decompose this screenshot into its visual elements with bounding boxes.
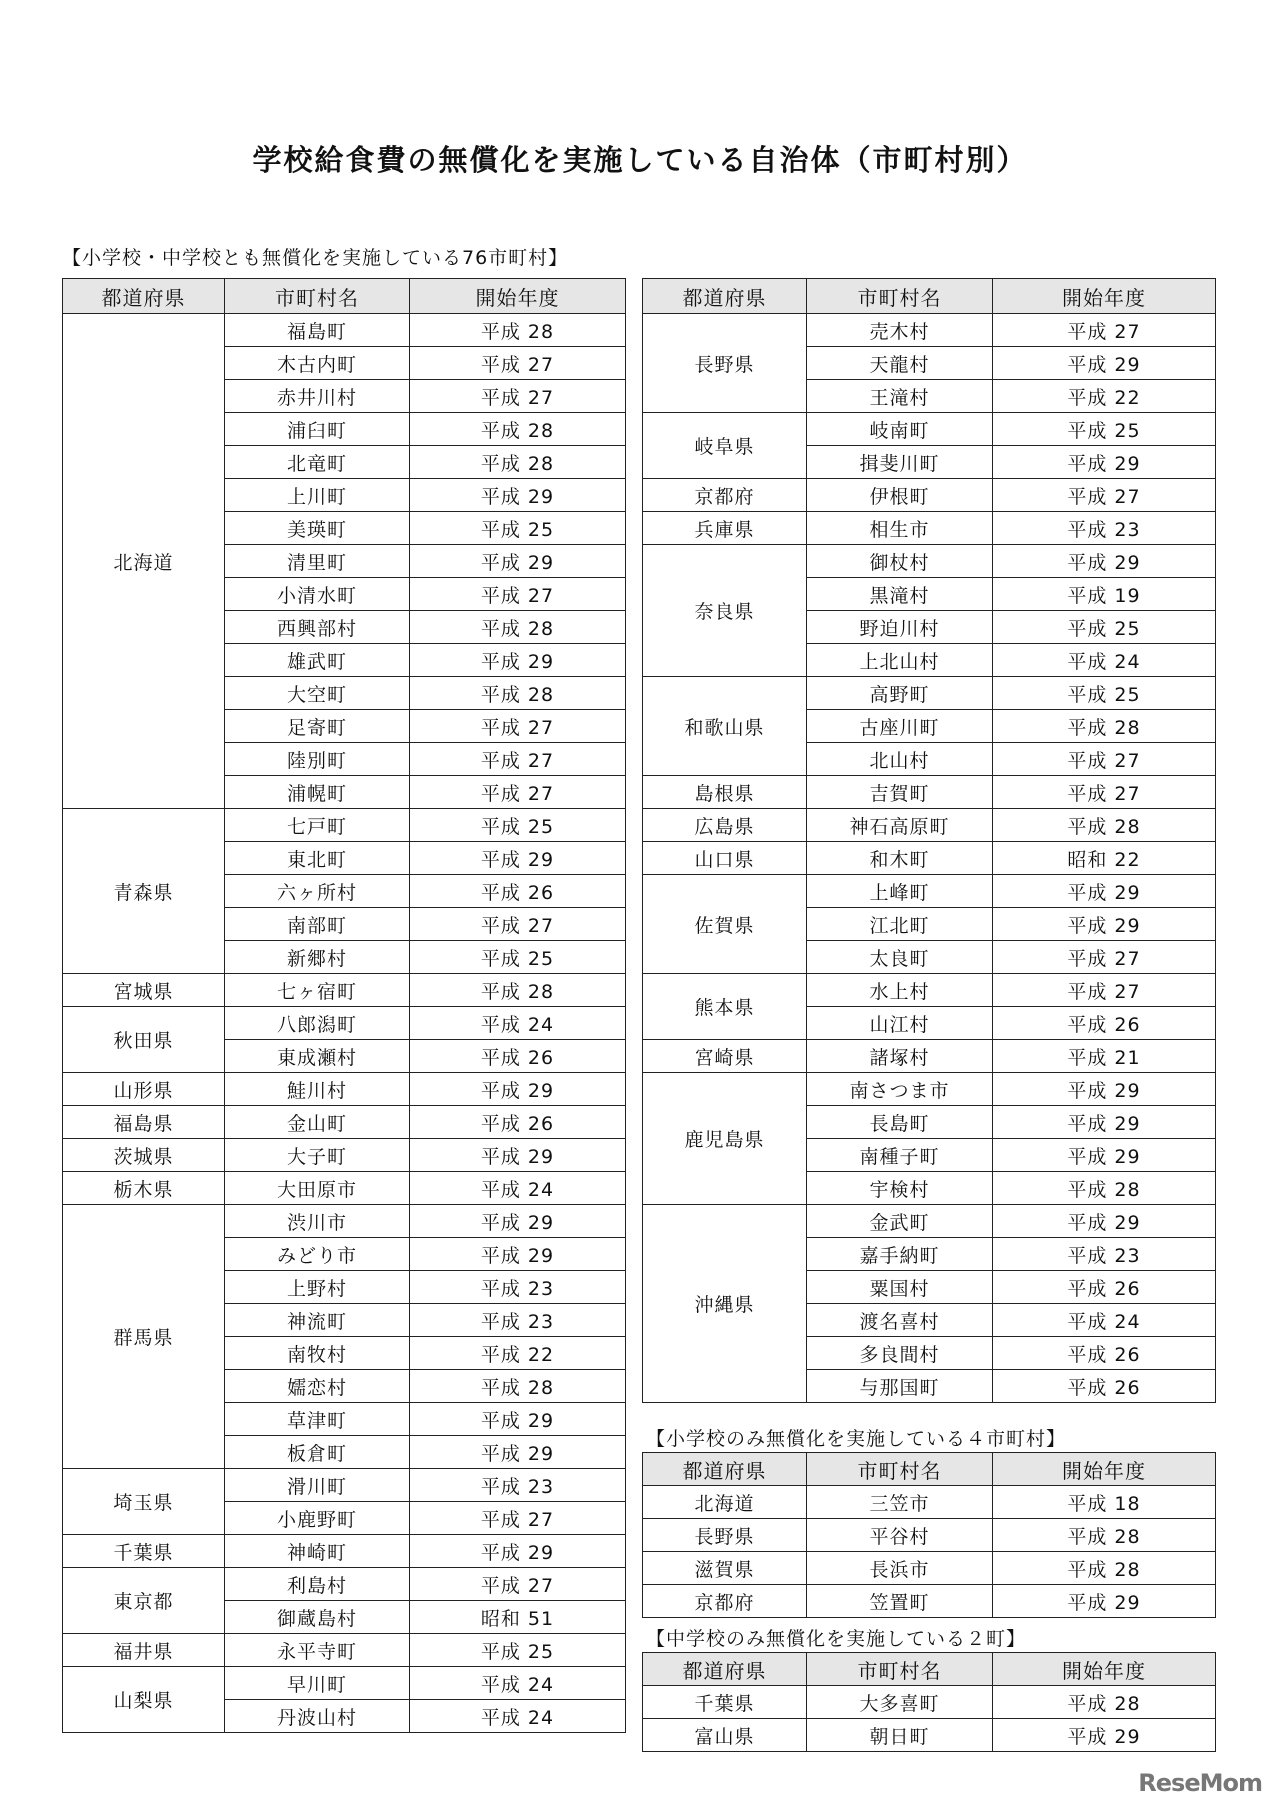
start-year-cell: 平成 28 xyxy=(410,314,626,347)
municipality-cell: 浦幌町 xyxy=(225,776,410,809)
start-year-cell: 平成 22 xyxy=(410,1337,626,1370)
table-row xyxy=(643,479,1216,512)
prefecture-cell: 京都府 xyxy=(643,1585,807,1618)
page-title: 学校給食費の無償化を実施している自治体（市町村別） xyxy=(252,143,1028,177)
prefecture-cell: 秋田県 xyxy=(63,1007,225,1073)
prefecture-cell: 山形県 xyxy=(63,1073,225,1106)
municipality-cell: 大子町 xyxy=(225,1139,410,1172)
municipality-cell: 嬬恋村 xyxy=(225,1370,410,1403)
prefecture-cell: 佐賀県 xyxy=(643,875,807,974)
municipality-cell: 朝日町 xyxy=(807,1719,993,1752)
prefecture-cell: 東京都 xyxy=(63,1568,225,1634)
start-year-cell: 平成 25 xyxy=(410,809,626,842)
start-year-cell: 平成 29 xyxy=(410,1139,626,1172)
table-header-row xyxy=(643,1453,1216,1486)
start-year-cell: 平成 27 xyxy=(410,710,626,743)
municipality-cell: 七ヶ宿町 xyxy=(225,974,410,1007)
table-row xyxy=(643,512,1216,545)
header-start-year: 開始年度 xyxy=(410,279,626,314)
table-row xyxy=(63,1106,626,1139)
start-year-cell: 平成 29 xyxy=(993,545,1216,578)
prefecture-cell: 千葉県 xyxy=(63,1535,225,1568)
prefecture-cell: 山梨県 xyxy=(63,1667,225,1733)
start-year-cell: 平成 29 xyxy=(410,479,626,512)
table-header-row xyxy=(63,279,626,314)
header-start-year: 開始年度 xyxy=(993,1453,1216,1486)
municipality-cell: 八郎潟町 xyxy=(225,1007,410,1040)
table-row xyxy=(63,314,626,347)
municipality-cell: 諸塚村 xyxy=(807,1040,993,1073)
table-row xyxy=(643,842,1216,875)
municipality-cell: 東北町 xyxy=(225,842,410,875)
municipality-cell: 清里町 xyxy=(225,545,410,578)
prefecture-cell: 兵庫県 xyxy=(643,512,807,545)
start-year-cell: 平成 29 xyxy=(410,1205,626,1238)
municipality-cell: 渋川市 xyxy=(225,1205,410,1238)
table-row xyxy=(63,1007,626,1040)
prefecture-cell: 熊本県 xyxy=(643,974,807,1040)
start-year-cell: 平成 28 xyxy=(993,1686,1216,1719)
start-year-cell: 平成 23 xyxy=(410,1469,626,1502)
resemom-watermark-logo: ReseMom xyxy=(1138,1769,1262,1797)
prefecture-cell: 青森県 xyxy=(63,809,225,974)
start-year-cell: 平成 27 xyxy=(993,743,1216,776)
municipality-cell: 滑川町 xyxy=(225,1469,410,1502)
municipality-cell: 雄武町 xyxy=(225,644,410,677)
municipality-cell: 早川町 xyxy=(225,1667,410,1700)
prefecture-cell: 群馬県 xyxy=(63,1205,225,1469)
start-year-cell: 平成 18 xyxy=(993,1486,1216,1519)
municipality-cell: 江北町 xyxy=(807,908,993,941)
table-row xyxy=(63,1139,626,1172)
municipality-cell: 上野村 xyxy=(225,1271,410,1304)
municipality-cell: 上北山村 xyxy=(807,644,993,677)
header-prefecture: 都道府県 xyxy=(63,279,225,314)
start-year-cell: 平成 27 xyxy=(410,908,626,941)
municipality-cell: 南さつま市 xyxy=(807,1073,993,1106)
municipality-cell: 南牧村 xyxy=(225,1337,410,1370)
table-row xyxy=(643,1719,1216,1752)
municipality-cell: 高野町 xyxy=(807,677,993,710)
municipality-cell: 与那国町 xyxy=(807,1370,993,1403)
start-year-cell: 平成 29 xyxy=(993,908,1216,941)
start-year-cell: 平成 28 xyxy=(410,446,626,479)
prefecture-cell: 北海道 xyxy=(63,314,225,809)
header-municipality: 市町村名 xyxy=(225,279,410,314)
municipality-cell: 神崎町 xyxy=(225,1535,410,1568)
start-year-cell: 平成 22 xyxy=(993,380,1216,413)
start-year-cell: 平成 24 xyxy=(410,1667,626,1700)
table-row xyxy=(63,1634,626,1667)
start-year-cell: 平成 29 xyxy=(993,875,1216,908)
table-row xyxy=(643,1040,1216,1073)
prefecture-cell: 山口県 xyxy=(643,842,807,875)
municipality-cell: 南種子町 xyxy=(807,1139,993,1172)
prefecture-cell: 京都府 xyxy=(643,479,807,512)
start-year-cell: 平成 23 xyxy=(410,1304,626,1337)
start-year-cell: 平成 24 xyxy=(410,1007,626,1040)
start-year-cell: 平成 25 xyxy=(410,512,626,545)
municipality-cell: 鮭川村 xyxy=(225,1073,410,1106)
start-year-cell: 平成 27 xyxy=(410,776,626,809)
prefecture-cell: 島根県 xyxy=(643,776,807,809)
municipality-cell: 東成瀬村 xyxy=(225,1040,410,1073)
prefecture-cell: 千葉県 xyxy=(643,1686,807,1719)
start-year-cell: 平成 28 xyxy=(993,1172,1216,1205)
table-row xyxy=(643,413,1216,446)
start-year-cell: 平成 29 xyxy=(410,1238,626,1271)
table-row xyxy=(63,1205,626,1238)
table-row xyxy=(643,1205,1216,1238)
municipality-cell: 美瑛町 xyxy=(225,512,410,545)
start-year-cell: 平成 25 xyxy=(410,941,626,974)
table-row xyxy=(63,809,626,842)
municipality-cell: 大田原市 xyxy=(225,1172,410,1205)
prefecture-cell: 北海道 xyxy=(643,1486,807,1519)
start-year-cell: 平成 28 xyxy=(993,1552,1216,1585)
municipality-cell: 笠置町 xyxy=(807,1585,993,1618)
municipality-cell: 北竜町 xyxy=(225,446,410,479)
start-year-cell: 平成 24 xyxy=(410,1172,626,1205)
municipality-cell: 渡名喜村 xyxy=(807,1304,993,1337)
table-row xyxy=(643,677,1216,710)
municipality-cell: 古座川町 xyxy=(807,710,993,743)
municipality-cell: 平谷村 xyxy=(807,1519,993,1552)
start-year-cell: 平成 29 xyxy=(993,347,1216,380)
municipality-cell: 丹波山村 xyxy=(225,1700,410,1733)
start-year-cell: 平成 27 xyxy=(993,974,1216,1007)
prefecture-cell: 鹿児島県 xyxy=(643,1073,807,1205)
prefecture-cell: 奈良県 xyxy=(643,545,807,677)
table-row xyxy=(643,314,1216,347)
table-row xyxy=(63,1073,626,1106)
municipality-cell: 小清水町 xyxy=(225,578,410,611)
start-year-cell: 平成 28 xyxy=(993,710,1216,743)
table-row xyxy=(643,776,1216,809)
municipality-cell: 三笠市 xyxy=(807,1486,993,1519)
start-year-cell: 平成 27 xyxy=(993,776,1216,809)
municipality-cell: 天龍村 xyxy=(807,347,993,380)
municipality-cell: 永平寺町 xyxy=(225,1634,410,1667)
section-label-junior: 【中学校のみ無償化を実施している２町】 xyxy=(646,1628,1027,1650)
start-year-cell: 平成 29 xyxy=(410,1535,626,1568)
prefecture-cell: 富山県 xyxy=(643,1719,807,1752)
municipality-cell: 陸別町 xyxy=(225,743,410,776)
municipality-cell: 六ヶ所村 xyxy=(225,875,410,908)
municipality-cell: 赤井川村 xyxy=(225,380,410,413)
start-year-cell: 平成 29 xyxy=(993,1139,1216,1172)
start-year-cell: 平成 28 xyxy=(410,677,626,710)
start-year-cell: 平成 27 xyxy=(410,1502,626,1535)
prefecture-cell: 茨城県 xyxy=(63,1139,225,1172)
municipality-cell: 御蔵島村 xyxy=(225,1601,410,1634)
municipality-cell: 王滝村 xyxy=(807,380,993,413)
start-year-cell: 平成 27 xyxy=(410,1568,626,1601)
table-row xyxy=(63,1469,626,1502)
start-year-cell: 平成 28 xyxy=(993,809,1216,842)
table-row xyxy=(63,974,626,1007)
start-year-cell: 平成 27 xyxy=(993,479,1216,512)
prefecture-cell: 栃木県 xyxy=(63,1172,225,1205)
header-start-year: 開始年度 xyxy=(993,1653,1216,1686)
start-year-cell: 平成 29 xyxy=(410,842,626,875)
table-row xyxy=(63,1535,626,1568)
start-year-cell: 平成 28 xyxy=(410,1370,626,1403)
municipality-cell: 長浜市 xyxy=(807,1552,993,1585)
table-header-row xyxy=(643,279,1216,314)
municipality-cell: 大多喜町 xyxy=(807,1686,993,1719)
start-year-cell: 平成 25 xyxy=(410,1634,626,1667)
municipality-cell: 木古内町 xyxy=(225,347,410,380)
start-year-cell: 平成 26 xyxy=(993,1007,1216,1040)
header-start-year: 開始年度 xyxy=(993,279,1216,314)
municipality-cell: 新郷村 xyxy=(225,941,410,974)
municipality-cell: 山江村 xyxy=(807,1007,993,1040)
municipality-cell: 太良町 xyxy=(807,941,993,974)
municipality-cell: 岐南町 xyxy=(807,413,993,446)
municipality-cell: 上峰町 xyxy=(807,875,993,908)
municipality-cell: 神流町 xyxy=(225,1304,410,1337)
municipality-cell: 相生市 xyxy=(807,512,993,545)
municipality-cell: 浦臼町 xyxy=(225,413,410,446)
table-junior-only xyxy=(642,1652,1216,1752)
prefecture-cell: 埼玉県 xyxy=(63,1469,225,1535)
start-year-cell: 平成 28 xyxy=(410,974,626,1007)
municipality-cell: 野迫川村 xyxy=(807,611,993,644)
header-prefecture: 都道府県 xyxy=(643,1453,807,1486)
table-row xyxy=(63,1667,626,1700)
municipality-cell: 長島町 xyxy=(807,1106,993,1139)
municipality-cell: 伊根町 xyxy=(807,479,993,512)
table-header-row xyxy=(643,1653,1216,1686)
start-year-cell: 平成 27 xyxy=(410,380,626,413)
start-year-cell: 平成 25 xyxy=(993,677,1216,710)
table-row xyxy=(643,1519,1216,1552)
start-year-cell: 平成 29 xyxy=(410,644,626,677)
start-year-cell: 平成 26 xyxy=(993,1337,1216,1370)
table-row xyxy=(63,1568,626,1601)
start-year-cell: 平成 26 xyxy=(410,1040,626,1073)
start-year-cell: 平成 29 xyxy=(993,446,1216,479)
municipality-cell: 嘉手納町 xyxy=(807,1238,993,1271)
start-year-cell: 平成 29 xyxy=(410,1403,626,1436)
start-year-cell: 平成 27 xyxy=(993,314,1216,347)
municipality-cell: 小鹿野町 xyxy=(225,1502,410,1535)
table-elementary-only xyxy=(642,1452,1216,1618)
table-row xyxy=(643,974,1216,1007)
municipality-cell: 黒滝村 xyxy=(807,578,993,611)
table-row xyxy=(63,1172,626,1205)
start-year-cell: 昭和 51 xyxy=(410,1601,626,1634)
start-year-cell: 平成 28 xyxy=(410,413,626,446)
start-year-cell: 平成 27 xyxy=(410,347,626,380)
prefecture-cell: 滋賀県 xyxy=(643,1552,807,1585)
prefecture-cell: 宮崎県 xyxy=(643,1040,807,1073)
section-label-both: 【小学校・中学校とも無償化を実施している76市町村】 xyxy=(62,247,569,269)
municipality-cell: 利島村 xyxy=(225,1568,410,1601)
header-municipality: 市町村名 xyxy=(807,1653,993,1686)
start-year-cell: 平成 25 xyxy=(993,611,1216,644)
municipality-cell: 売木村 xyxy=(807,314,993,347)
municipality-cell: 金山町 xyxy=(225,1106,410,1139)
municipality-cell: 揖斐川町 xyxy=(807,446,993,479)
municipality-cell: 西興部村 xyxy=(225,611,410,644)
table-row xyxy=(643,1073,1216,1106)
start-year-cell: 平成 29 xyxy=(410,1073,626,1106)
municipality-cell: 金武町 xyxy=(807,1205,993,1238)
start-year-cell: 平成 24 xyxy=(410,1700,626,1733)
municipality-cell: 南部町 xyxy=(225,908,410,941)
start-year-cell: 平成 21 xyxy=(993,1040,1216,1073)
prefecture-cell: 岐阜県 xyxy=(643,413,807,479)
start-year-cell: 平成 23 xyxy=(993,512,1216,545)
municipality-cell: 吉賀町 xyxy=(807,776,993,809)
start-year-cell: 平成 28 xyxy=(410,611,626,644)
municipality-cell: 粟国村 xyxy=(807,1271,993,1304)
start-year-cell: 平成 29 xyxy=(993,1073,1216,1106)
municipality-cell: 草津町 xyxy=(225,1403,410,1436)
section-label-elementary: 【小学校のみ無償化を実施している４市町村】 xyxy=(646,1428,1067,1450)
start-year-cell: 平成 23 xyxy=(410,1271,626,1304)
municipality-cell: 大空町 xyxy=(225,677,410,710)
start-year-cell: 平成 26 xyxy=(410,1106,626,1139)
table-row xyxy=(643,1552,1216,1585)
table-row xyxy=(643,809,1216,842)
start-year-cell: 平成 27 xyxy=(410,578,626,611)
start-year-cell: 平成 29 xyxy=(993,1106,1216,1139)
start-year-cell: 平成 29 xyxy=(410,1436,626,1469)
prefecture-cell: 和歌山県 xyxy=(643,677,807,776)
start-year-cell: 平成 19 xyxy=(993,578,1216,611)
start-year-cell: 平成 29 xyxy=(993,1719,1216,1752)
table-both-right xyxy=(642,278,1216,1403)
start-year-cell: 平成 26 xyxy=(993,1370,1216,1403)
municipality-cell: 水上村 xyxy=(807,974,993,1007)
municipality-cell: みどり市 xyxy=(225,1238,410,1271)
table-row xyxy=(643,1486,1216,1519)
start-year-cell: 平成 28 xyxy=(993,1519,1216,1552)
start-year-cell: 平成 23 xyxy=(993,1238,1216,1271)
prefecture-cell: 広島県 xyxy=(643,809,807,842)
table-both-left xyxy=(62,278,626,1733)
prefecture-cell: 福島県 xyxy=(63,1106,225,1139)
start-year-cell: 平成 26 xyxy=(410,875,626,908)
prefecture-cell: 長野県 xyxy=(643,1519,807,1552)
municipality-cell: 北山村 xyxy=(807,743,993,776)
municipality-cell: 福島町 xyxy=(225,314,410,347)
municipality-cell: 神石高原町 xyxy=(807,809,993,842)
table-row xyxy=(643,875,1216,908)
municipality-cell: 多良間村 xyxy=(807,1337,993,1370)
header-prefecture: 都道府県 xyxy=(643,1653,807,1686)
prefecture-cell: 福井県 xyxy=(63,1634,225,1667)
start-year-cell: 平成 27 xyxy=(993,941,1216,974)
header-municipality: 市町村名 xyxy=(807,279,993,314)
municipality-cell: 足寄町 xyxy=(225,710,410,743)
prefecture-cell: 長野県 xyxy=(643,314,807,413)
prefecture-cell: 沖縄県 xyxy=(643,1205,807,1403)
start-year-cell: 平成 24 xyxy=(993,1304,1216,1337)
header-prefecture: 都道府県 xyxy=(643,279,807,314)
start-year-cell: 平成 27 xyxy=(410,743,626,776)
municipality-cell: 七戸町 xyxy=(225,809,410,842)
start-year-cell: 平成 29 xyxy=(993,1585,1216,1618)
prefecture-cell: 宮城県 xyxy=(63,974,225,1007)
table-row xyxy=(643,545,1216,578)
municipality-cell: 宇検村 xyxy=(807,1172,993,1205)
municipality-cell: 御杖村 xyxy=(807,545,993,578)
start-year-cell: 平成 29 xyxy=(993,1205,1216,1238)
table-row xyxy=(643,1686,1216,1719)
header-municipality: 市町村名 xyxy=(807,1453,993,1486)
municipality-cell: 上川町 xyxy=(225,479,410,512)
municipality-cell: 板倉町 xyxy=(225,1436,410,1469)
start-year-cell: 平成 24 xyxy=(993,644,1216,677)
start-year-cell: 平成 26 xyxy=(993,1271,1216,1304)
table-row xyxy=(643,1585,1216,1618)
start-year-cell: 平成 29 xyxy=(410,545,626,578)
start-year-cell: 昭和 22 xyxy=(993,842,1216,875)
start-year-cell: 平成 25 xyxy=(993,413,1216,446)
municipality-cell: 和木町 xyxy=(807,842,993,875)
